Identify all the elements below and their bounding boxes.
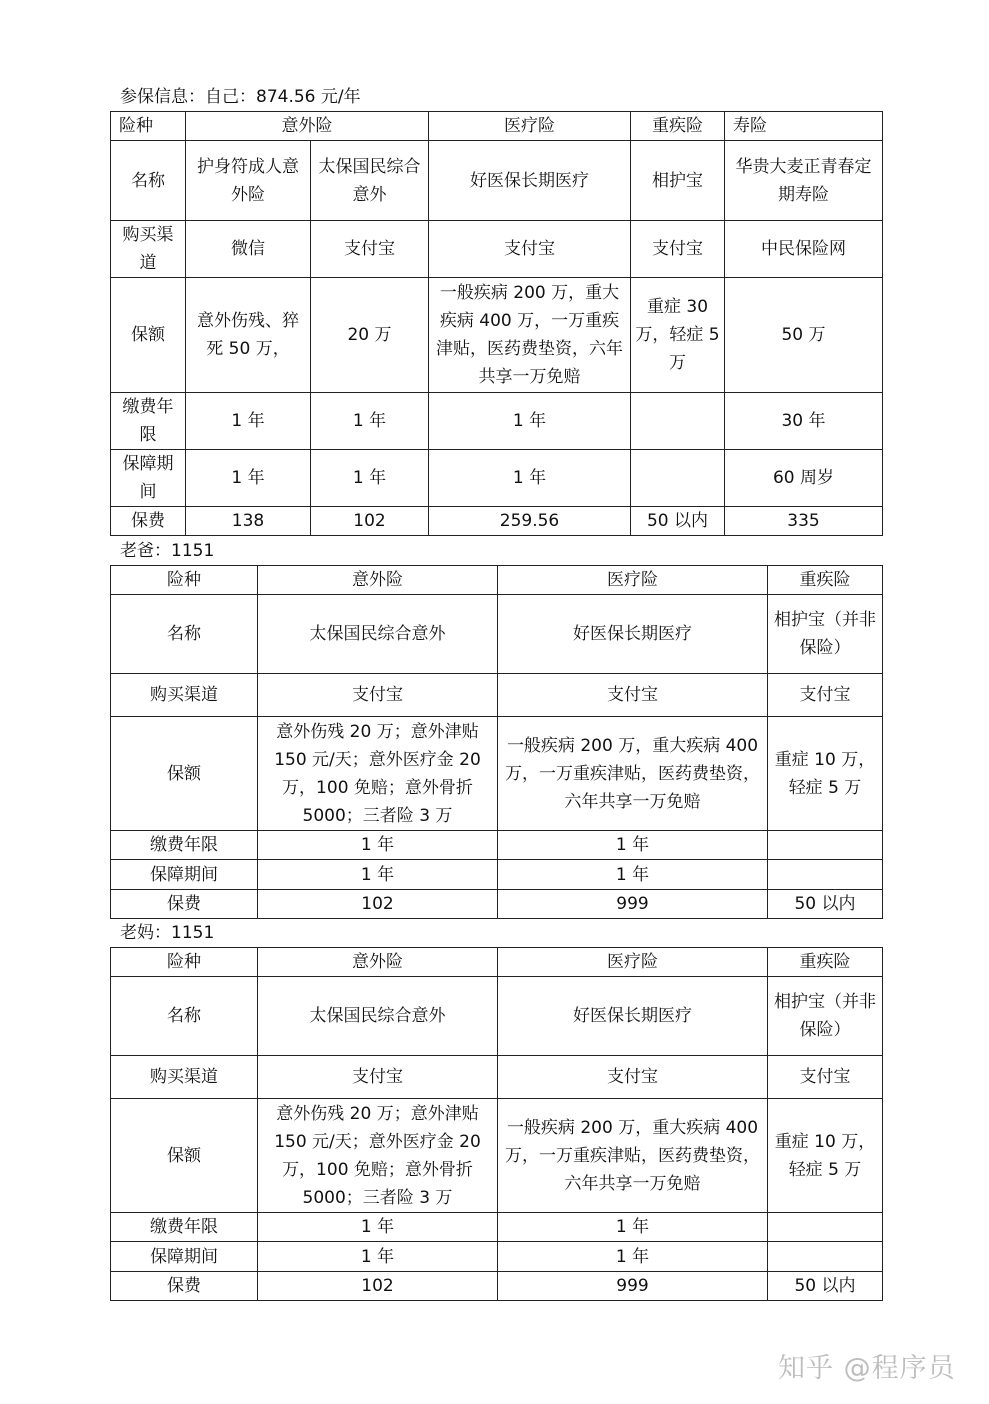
table-cell: 意外伤残、猝死 50 万， [186, 278, 311, 393]
row-label: 保障期间 [111, 860, 258, 890]
table-cell: 60 周岁 [725, 450, 883, 507]
table-cell: 支付宝 [498, 1056, 768, 1099]
row-label: 缴费年限 [111, 831, 258, 860]
table-cell: 50 以内 [768, 1272, 883, 1301]
table-cell: 102 [311, 507, 429, 536]
table-row [111, 112, 883, 141]
table-cell: 102 [258, 890, 498, 919]
table-cell [631, 450, 725, 507]
table-cell: 20 万 [311, 278, 429, 393]
table-cell: 意外伤残 20 万；意外津贴 150 元/天；意外医疗金 20 万，100 免赔；意外骨折 5000；三者险 3 万 [258, 1099, 498, 1213]
table-cell: 太保国民综合意外 [311, 141, 429, 221]
table-row [111, 1213, 883, 1242]
table-cell: 50 以内 [768, 890, 883, 919]
table-cell: 一般疾病 200 万，重大疾病 400 万，一万重疾津贴，医药费垫资，六年共享一万免赔 [429, 278, 631, 393]
table-cell: 138 [186, 507, 311, 536]
header-cell: 医疗险 [498, 948, 768, 977]
table-row [111, 1056, 883, 1099]
table-cell [768, 1213, 883, 1242]
row-label: 保费 [111, 1272, 258, 1301]
row-label: 保额 [111, 1099, 258, 1213]
table-cell: 335 [725, 507, 883, 536]
table-cell: 999 [498, 890, 768, 919]
table-row [111, 1242, 883, 1272]
table-row [111, 717, 883, 831]
table-cell: 华贵大麦正青春定期寿险 [725, 141, 883, 221]
table-cell: 102 [258, 1272, 498, 1301]
row-label: 保障期间 [111, 1242, 258, 1272]
table-cell: 1 年 [498, 831, 768, 860]
table-row [111, 393, 883, 450]
table-cell: 支付宝 [429, 221, 631, 278]
table-row [111, 1272, 883, 1301]
table-cell: 中民保险网 [725, 221, 883, 278]
table-row [111, 674, 883, 717]
table-cell: 1 年 [498, 1213, 768, 1242]
table-cell: 重症 10 万，轻症 5 万 [768, 717, 883, 831]
table-row [111, 595, 883, 674]
self-insurance-table [110, 111, 883, 536]
table-cell: 1 年 [186, 450, 311, 507]
table-cell: 1 年 [429, 450, 631, 507]
table-cell: 1 年 [258, 1242, 498, 1272]
table-row [111, 278, 883, 393]
dad-title: 老爸：1151 [120, 541, 215, 561]
table-cell: 50 以内 [631, 507, 725, 536]
row-label: 保费 [111, 507, 186, 536]
row-label: 名称 [111, 141, 186, 221]
table-row [111, 221, 883, 278]
header-cell: 意外险 [186, 112, 429, 141]
row-label: 保额 [111, 278, 186, 393]
row-label: 购买渠道 [111, 221, 186, 278]
table-cell: 太保国民综合意外 [258, 977, 498, 1056]
header-cell: 重疾险 [768, 948, 883, 977]
table-cell: 999 [498, 1272, 768, 1301]
mom-insurance-table [110, 947, 883, 1301]
header-cell: 险种 [111, 948, 258, 977]
row-label: 保障期间 [111, 450, 186, 507]
table-cell: 支付宝 [498, 674, 768, 717]
header-cell: 险种 [111, 112, 186, 141]
table-cell: 1 年 [311, 393, 429, 450]
table-cell: 支付宝 [768, 674, 883, 717]
table-cell: 相护宝 [631, 141, 725, 221]
table-cell [631, 393, 725, 450]
header-cell: 意外险 [258, 566, 498, 595]
table-cell: 30 年 [725, 393, 883, 450]
table-row [111, 450, 883, 507]
row-label: 购买渠道 [111, 674, 258, 717]
table-row [111, 566, 883, 595]
table-row [111, 507, 883, 536]
header-cell: 险种 [111, 566, 258, 595]
row-label: 缴费年限 [111, 393, 186, 450]
table-row [111, 141, 883, 221]
row-label: 名称 [111, 977, 258, 1056]
table-cell: 护身符成人意外险 [186, 141, 311, 221]
table-cell: 1 年 [186, 393, 311, 450]
header-cell: 重疾险 [631, 112, 725, 141]
table-cell: 重症 10 万，轻症 5 万 [768, 1099, 883, 1213]
table-cell: 50 万 [725, 278, 883, 393]
table-row [111, 1099, 883, 1213]
table-cell: 1 年 [498, 860, 768, 890]
table-cell: 好医保长期医疗 [498, 977, 768, 1056]
row-label: 保费 [111, 890, 258, 919]
table-row [111, 890, 883, 919]
table-cell [768, 860, 883, 890]
table-row [111, 948, 883, 977]
row-label: 名称 [111, 595, 258, 674]
table-row [111, 860, 883, 890]
table-cell: 相护宝（并非保险） [768, 977, 883, 1056]
table-cell: 太保国民综合意外 [258, 595, 498, 674]
table-cell: 支付宝 [768, 1056, 883, 1099]
table-cell: 意外伤残 20 万；意外津贴 150 元/天；意外医疗金 20 万，100 免赔；意外骨折 5000；三者险 3 万 [258, 717, 498, 831]
table-cell: 一般疾病 200 万，重大疾病 400 万，一万重疾津贴，医药费垫资，六年共享一万免赔 [498, 717, 768, 831]
table-cell: 259.56 [429, 507, 631, 536]
mom-title: 老妈：1151 [120, 923, 215, 943]
table-cell: 好医保长期医疗 [429, 141, 631, 221]
dad-insurance-table [110, 565, 883, 919]
table-cell: 1 年 [258, 1213, 498, 1242]
header-cell: 意外险 [258, 948, 498, 977]
table-cell: 支付宝 [311, 221, 429, 278]
table-cell [768, 1242, 883, 1272]
table-cell: 重症 30 万，轻症 5 万 [631, 278, 725, 393]
table-cell [768, 831, 883, 860]
header-cell: 医疗险 [429, 112, 631, 141]
table-cell: 好医保长期医疗 [498, 595, 768, 674]
row-label: 保额 [111, 717, 258, 831]
table-cell: 支付宝 [631, 221, 725, 278]
header-cell: 寿险 [725, 112, 883, 141]
table-cell: 一般疾病 200 万，重大疾病 400 万，一万重疾津贴，医药费垫资，六年共享一万免赔 [498, 1099, 768, 1213]
table-cell: 1 年 [311, 450, 429, 507]
table-cell: 1 年 [258, 831, 498, 860]
table-cell: 1 年 [258, 860, 498, 890]
table-cell: 支付宝 [258, 1056, 498, 1099]
row-label: 购买渠道 [111, 1056, 258, 1099]
watermark: 知乎 @程序员 [778, 1353, 956, 1384]
self-title: 参保信息：自己：874.56 元/年 [120, 87, 361, 107]
table-cell: 相护宝（并非保险） [768, 595, 883, 674]
table-row [111, 977, 883, 1056]
table-cell: 1 年 [429, 393, 631, 450]
header-cell: 医疗险 [498, 566, 768, 595]
row-label: 缴费年限 [111, 1213, 258, 1242]
table-cell: 支付宝 [258, 674, 498, 717]
table-cell: 微信 [186, 221, 311, 278]
header-cell: 重疾险 [768, 566, 883, 595]
table-row [111, 831, 883, 860]
table-cell: 1 年 [498, 1242, 768, 1272]
